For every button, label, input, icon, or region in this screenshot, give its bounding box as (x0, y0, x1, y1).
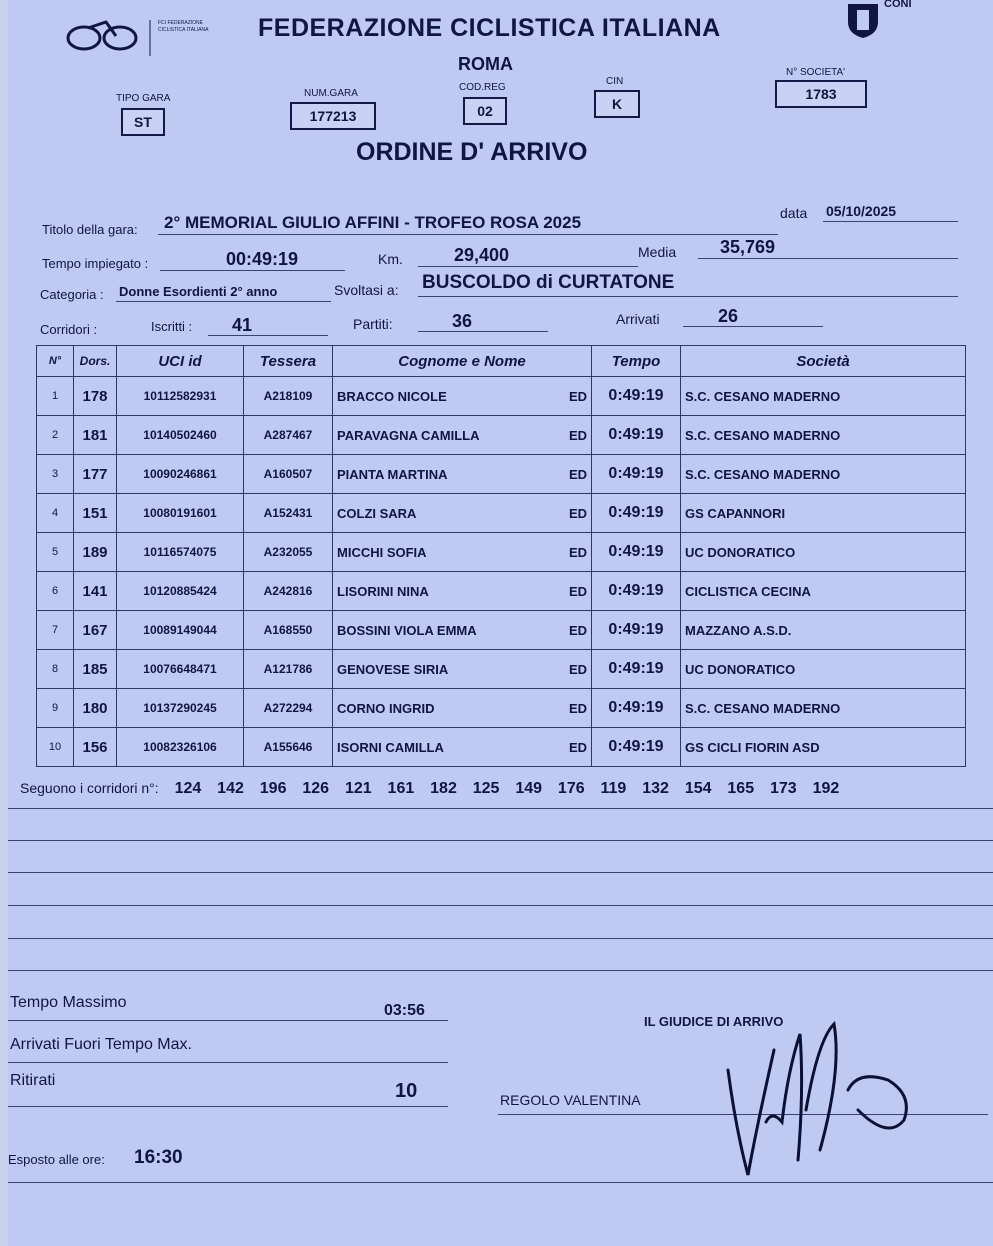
col-tempo: Tempo (592, 346, 681, 377)
cell-n: 3 (37, 455, 74, 494)
seguono-number: 192 (812, 780, 840, 797)
categoria-label: Categoria : (40, 287, 104, 302)
cell-societa: UC DONORATICO (681, 533, 966, 572)
cell-uci: 10082326106 (117, 728, 244, 767)
arrivati-value: 26 (718, 306, 739, 326)
rider-name: BRACCO NICOLE (337, 388, 447, 404)
num-gara-box: 177213 (290, 102, 376, 130)
svolta-value: BUSCOLDO di CURTATONE (422, 272, 675, 293)
seguono-row (20, 780, 839, 798)
cell-tempo: 0:49:19 (592, 455, 681, 494)
data-value: 05/10/2025 (826, 203, 897, 219)
cin-label: CIN (606, 76, 624, 87)
cell-nome (333, 416, 592, 455)
rider-category: ED (568, 427, 587, 443)
cod-reg-box: 02 (463, 97, 507, 125)
cell-dors: 167 (74, 611, 117, 650)
km-label: Km. (378, 251, 403, 267)
rider-category: ED (568, 700, 587, 716)
rider-category: ED (568, 583, 587, 599)
coni-text: CONI (884, 0, 912, 10)
tipo-gara-box: ST (121, 108, 165, 136)
seguono-label: Seguono i corridori n°: (20, 780, 159, 796)
col-dors: Dors. (74, 346, 117, 377)
seguono-number: 119 (600, 780, 627, 797)
cell-n: 5 (37, 533, 74, 572)
col-societa: Società (681, 346, 966, 377)
cell-dors: 189 (74, 533, 117, 572)
rider-name: PARAVAGNA CAMILLA (337, 427, 480, 443)
cell-tessera: A155646 (244, 728, 333, 767)
city: ROMA (458, 54, 513, 74)
cell-tessera: A152431 (244, 494, 333, 533)
cell-nome (333, 689, 592, 728)
cell-dors: 181 (74, 416, 117, 455)
cell-tempo: 0:49:19 (592, 689, 681, 728)
cell-dors: 178 (74, 377, 117, 416)
seguono-number: 154 (684, 780, 712, 797)
rider-name: ISORNI CAMILLA (337, 739, 444, 755)
categoria-value: Donne Esordienti 2° anno (119, 284, 278, 299)
giudice-name: REGOLO VALENTINA (500, 1092, 641, 1108)
cell-tessera: A287467 (244, 416, 333, 455)
seguono-number: 121 (344, 780, 372, 797)
cell-tempo: 0:49:19 (592, 494, 681, 533)
table-row (37, 494, 966, 533)
societa-label: N° SOCIETA' (786, 67, 846, 78)
media-label: Media (638, 244, 677, 260)
cod-reg-label: COD.REG (459, 82, 506, 93)
num-gara-label: NUM.GARA (304, 88, 358, 99)
cell-dors: 180 (74, 689, 117, 728)
seguono-number: 196 (259, 780, 287, 797)
svolta-label: Svoltasi a: (334, 282, 399, 298)
coni-shield-icon (844, 0, 884, 40)
tempo-max-label: Tempo Massimo (10, 994, 127, 1011)
cell-n: 2 (37, 416, 74, 455)
cell-uci: 10090246861 (117, 455, 244, 494)
judge-signature (708, 1010, 928, 1190)
cell-n: 9 (37, 689, 74, 728)
cell-n: 7 (37, 611, 74, 650)
cell-societa: MAZZANO A.S.D. (681, 611, 966, 650)
cell-n: 1 (37, 377, 74, 416)
rider-category: ED (568, 622, 587, 638)
cell-societa: UC DONORATICO (681, 650, 966, 689)
cell-dors: 185 (74, 650, 117, 689)
cell-tessera: A242816 (244, 572, 333, 611)
table-row (37, 416, 966, 455)
cell-tempo: 0:49:19 (592, 377, 681, 416)
cell-tempo: 0:49:19 (592, 533, 681, 572)
cell-nome (333, 377, 592, 416)
fci-logo (58, 14, 228, 60)
cell-tempo: 0:49:19 (592, 650, 681, 689)
rider-name: COLZI SARA (337, 505, 417, 521)
societa-box: 1783 (775, 80, 867, 108)
cell-societa: GS CAPANNORI (681, 494, 966, 533)
table-row (37, 689, 966, 728)
col-n: N° (37, 346, 74, 377)
cell-n: 6 (37, 572, 74, 611)
giudice-label: IL GIUDICE DI ARRIVO (644, 1014, 784, 1029)
cell-n: 4 (37, 494, 74, 533)
cell-tempo: 0:49:19 (592, 611, 681, 650)
tipo-gara-label: TIPO GARA (116, 93, 171, 104)
rider-category: ED (568, 505, 587, 521)
cell-societa: S.C. CESANO MADERNO (681, 689, 966, 728)
ritirati-label: Ritirati (10, 1072, 56, 1089)
cell-societa: CICLISTICA CECINA (681, 572, 966, 611)
col-uci: UCI id (117, 346, 244, 377)
table-row (37, 455, 966, 494)
cin-box: K (594, 90, 640, 118)
seguono-number: 125 (472, 780, 500, 797)
seguono-number: 126 (302, 780, 330, 797)
rider-name: LISORINI NINA (337, 583, 429, 599)
corridori-label: Corridori : (40, 322, 98, 337)
cell-tessera: A168550 (244, 611, 333, 650)
esposto-label: Esposto alle ore: (8, 1152, 105, 1167)
table-row (37, 377, 966, 416)
tempo-max-value: 03:56 (384, 1002, 425, 1019)
cell-societa: S.C. CESANO MADERNO (681, 416, 966, 455)
rider-name: BOSSINI VIOLA EMMA (337, 622, 477, 638)
ritirati-value: 10 (395, 1080, 418, 1102)
cell-dors: 156 (74, 728, 117, 767)
cell-uci: 10140502460 (117, 416, 244, 455)
cell-nome (333, 650, 592, 689)
document-title: ORDINE D' ARRIVO (356, 138, 588, 166)
seguono-number: 124 (174, 780, 202, 797)
coni-logo (844, 0, 964, 40)
media-value: 35,769 (720, 237, 776, 257)
cell-tessera: A218109 (244, 377, 333, 416)
cell-tessera: A160507 (244, 455, 333, 494)
cell-tessera: A121786 (244, 650, 333, 689)
seguono-number: 176 (557, 780, 585, 797)
rider-name: MICCHI SOFIA (337, 544, 427, 560)
tempo-value: 00:49:19 (226, 249, 299, 269)
arrival-order-sheet (8, 0, 993, 1246)
cell-societa: GS CICLI FIORIN ASD (681, 728, 966, 767)
cell-nome (333, 533, 592, 572)
rider-category: ED (568, 544, 587, 560)
titolo-value: 2° MEMORIAL GIULIO AFFINI - TROFEO ROSA 2025 (164, 213, 582, 232)
seguono-number: 142 (217, 780, 244, 797)
cell-nome (333, 728, 592, 767)
cell-societa: S.C. CESANO MADERNO (681, 455, 966, 494)
cell-societa: S.C. CESANO MADERNO (681, 377, 966, 416)
cell-dors: 177 (74, 455, 117, 494)
cell-nome (333, 572, 592, 611)
cell-n: 10 (37, 728, 74, 767)
cell-uci: 10120885424 (117, 572, 244, 611)
rider-category: ED (568, 388, 587, 404)
table-row (37, 650, 966, 689)
rider-category: ED (568, 739, 587, 755)
seguono-number: 173 (770, 780, 797, 797)
fuori-label: Arrivati Fuori Tempo Max. (10, 1036, 192, 1053)
seguono-number: 149 (515, 780, 543, 797)
cell-tessera: A232055 (244, 533, 333, 572)
cell-uci: 10112582931 (117, 377, 244, 416)
km-value: 29,400 (454, 245, 510, 265)
seguono-number: 161 (387, 780, 415, 797)
cell-uci: 10137290245 (117, 689, 244, 728)
cell-dors: 141 (74, 572, 117, 611)
cell-uci: 10116574075 (117, 533, 244, 572)
iscritti-value: 41 (232, 315, 253, 335)
table-row (37, 533, 966, 572)
results-table (36, 345, 966, 767)
tempo-label: Tempo impiegato : (42, 256, 149, 271)
federation-title: FEDERAZIONE CICLISTICA ITALIANA (258, 14, 721, 42)
rider-name: GENOVESE SIRIA (337, 661, 449, 677)
cell-nome (333, 455, 592, 494)
seguono-number: 182 (430, 780, 457, 797)
table-header-row (37, 346, 966, 377)
col-tessera: Tessera (244, 346, 333, 377)
rider-name: CORNO INGRID (337, 700, 435, 716)
cell-dors: 151 (74, 494, 117, 533)
iscritti-label: Iscritti : (151, 319, 193, 334)
table-row (37, 728, 966, 767)
cell-uci: 10076648471 (117, 650, 244, 689)
cell-tessera: A272294 (244, 689, 333, 728)
data-label: data (780, 205, 808, 221)
rider-category: ED (568, 466, 587, 482)
partiti-value: 36 (452, 311, 473, 331)
rider-category: ED (568, 661, 587, 677)
cell-uci: 10089149044 (117, 611, 244, 650)
cell-tempo: 0:49:19 (592, 572, 681, 611)
cell-tempo: 0:49:19 (592, 416, 681, 455)
titolo-label: Titolo della gara: (42, 222, 138, 237)
esposto-value: 16:30 (134, 1147, 183, 1168)
rider-name: PIANTA MARTINA (337, 466, 448, 482)
col-nome: Cognome e Nome (333, 346, 592, 377)
partiti-label: Partiti: (353, 316, 393, 332)
cell-tempo: 0:49:19 (592, 728, 681, 767)
table-row (37, 611, 966, 650)
table-row (37, 572, 966, 611)
cell-uci: 10080191601 (117, 494, 244, 533)
seguono-number: 165 (727, 780, 755, 797)
cell-n: 8 (37, 650, 74, 689)
seguono-number: 132 (642, 780, 669, 797)
cell-nome (333, 611, 592, 650)
arrivati-label: Arrivati (616, 311, 660, 327)
cell-nome (333, 494, 592, 533)
logo-text: FCI FEDERAZIONE CICLISTICA ITALIANA (158, 20, 209, 33)
